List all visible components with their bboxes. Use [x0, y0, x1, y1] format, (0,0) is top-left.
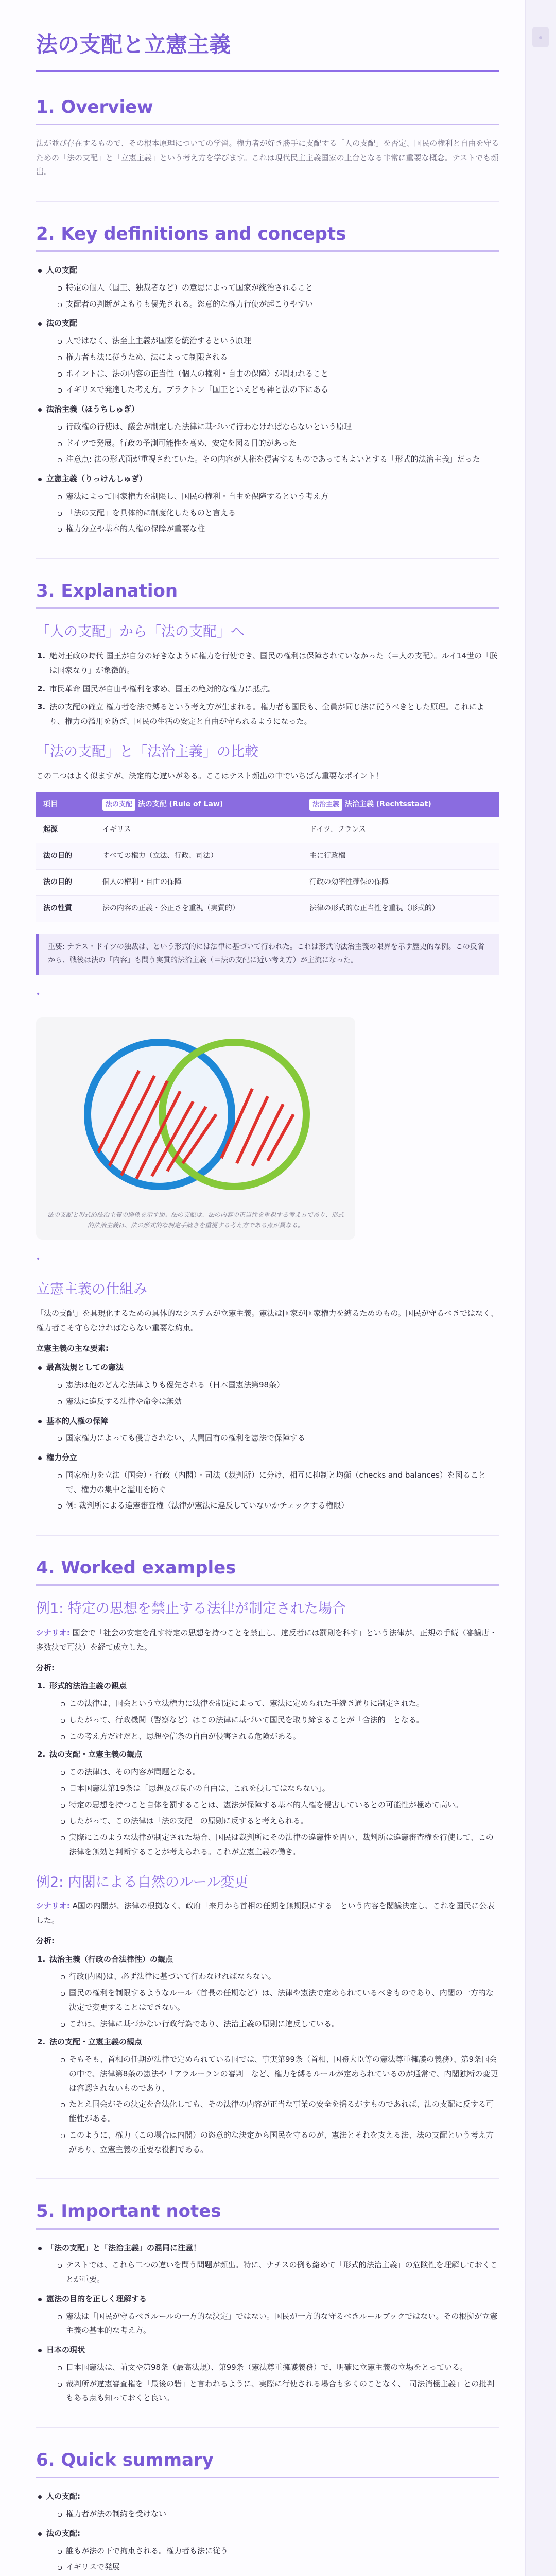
term-label: 法の支配・立憲主義の観点: [49, 2037, 143, 2047]
list-item: [36, 402, 499, 467]
notes-heading: 5. Important notes: [36, 2200, 499, 2229]
summary-list: [36, 2489, 499, 2576]
document-body: [36, 0, 499, 2576]
sub-list: [56, 2507, 499, 2521]
notes-section: [36, 2200, 499, 2405]
section-divider: [36, 2427, 499, 2428]
explanation-subheading-2: 「法の支配」と「法治主義」の比較: [36, 743, 258, 760]
summary-heading: 6. Quick summary: [36, 2449, 499, 2478]
sub-list: [56, 1378, 499, 1409]
table-cell: 法の内容の正義・公正さを重視（実質的）: [95, 896, 302, 922]
scenario-label: シナリオ:: [36, 1901, 70, 1911]
tag-rule-of-law: 法の支配: [102, 799, 135, 811]
analysis-label: 分析:: [36, 1936, 55, 1945]
term-label: 日本の現状: [46, 2345, 85, 2355]
term-label: 人の支配: [46, 265, 78, 275]
term-label: 法治主義（ほうちしゅぎ）: [46, 404, 140, 414]
table-header-item: 項目: [36, 792, 95, 818]
sub-list-item: 憲法は「国民が守るべきルールの一方的な決定」ではない。国民が一方的な守るべきルールブックではない。その根拠が立憲主義の基本的な考え方。: [56, 2310, 499, 2338]
history-steps-list: [36, 649, 499, 729]
list-item: [36, 2489, 499, 2521]
sub-list: [56, 2361, 499, 2405]
table-cell: 法の目的: [36, 843, 95, 870]
table-header-rechtsstaat: [302, 792, 499, 818]
section-divider: [36, 2178, 499, 2179]
important-note: 重要: ナチス・ドイツの独裁は、という形式的には法律に基づいて行われた。これは形式的法治主義の限界を示す歴史的な例。この反省から、戦後は法の「内容」も問う実質的法治主義（＝法の支配に近い考え方）が主流になった。: [36, 934, 499, 975]
term-label: 法の支配:: [46, 2528, 80, 2538]
sub-list-item: 国家権力を立法（国会）・行政（内閣）・司法（裁判所）に分け、相互に抑制と均衡（checks and balances）を図ることで、権力の集中と濫用を防ぐ: [56, 1468, 499, 1497]
sub-list-item: 権力者も法に従うため、法によって制限される: [56, 350, 499, 365]
table-cell: 法の目的: [36, 870, 95, 896]
term-label: 最高法規としての憲法: [46, 1363, 124, 1372]
sub-list-item: 日本国憲法第19条は「思想及び良心の自由は、これを侵してはならない」。: [59, 1782, 499, 1796]
scenario-text: 国会で「社会の安定を乱す特定の思想を持つことを禁止し、違反者には罰則を科す」という法律が、正規の手続（審議唐・多数決で可決）を経て成立した。: [36, 1628, 497, 1652]
sub-list: [56, 489, 499, 536]
overview-heading: 1. Overview: [36, 96, 499, 125]
list-item: [36, 2527, 499, 2574]
section-divider: [36, 201, 499, 202]
table-cell: イギリス: [95, 817, 302, 843]
sub-list: [56, 2258, 499, 2287]
list-item: [36, 2035, 499, 2157]
sub-list-item: 日本国憲法は、前文や第98条（最高法規）、第99条（憲法尊重擁護義務）で、明確に立憲主義の立場をとっている。: [56, 2361, 499, 2375]
definitions-list: [36, 263, 499, 536]
sub-list-item: 「法の支配」を具体的に制度化したものと言える: [56, 506, 499, 520]
table-row: [36, 870, 499, 896]
sub-list-item: 行政権の行使は、議会が制定した法律に基づいて行わなければならないという原理: [56, 420, 499, 434]
sub-list-item: 権力分立や基本的人権の保障が重要な柱: [56, 522, 499, 536]
sub-list: [59, 1697, 499, 1743]
notes-list: [36, 2241, 499, 2406]
section-divider: [36, 558, 499, 559]
explanation-heading: 3. Explanation: [36, 580, 499, 609]
venn-figure: [36, 1017, 355, 1240]
history-step: 法の支配の確立 権力者を法で縛るという考え方が生まれる。権力者も国民も、全員が同じ法に従うべきとした原理。これにより、権力の濫用を防ぎ、国民の生活の安定と自由が守られるようになった。: [49, 702, 484, 726]
sub-list: [59, 1765, 499, 1859]
sub-list-item: この考え方だけだと、思想や信条の自由が侵害される危険がある。: [59, 1730, 499, 1744]
sub-list-item: テストでは、これら二つの違いを問う問題が頻出。特に、ナチスの例も絡めて「形式的法治主義」の危険性を理解しておくことが重要。: [56, 2258, 499, 2287]
term-label: 人の支配:: [46, 2492, 80, 2501]
list-item: [36, 316, 499, 397]
explanation-subheading-3: 立憲主義の仕組み: [36, 1281, 147, 1298]
list-item: [36, 2241, 499, 2287]
scenario-label: シナリオ:: [36, 1628, 70, 1638]
sub-list: [56, 1468, 499, 1513]
sub-list-item: 憲法に違反する法律や命令は無効: [56, 1395, 499, 1409]
sub-list-item: たとえ国会がその決定を合法化しても、その法律の内容が正当な事業の安全を揺るがすものであれば、法の支配に反する可能性がある。: [59, 2097, 499, 2126]
list-item: [36, 472, 499, 536]
definitions-section: [36, 223, 499, 536]
bullet-marker: •: [36, 1255, 41, 1264]
sub-list-item: これは、法律に基づかない行政行為であり、法治主義の原則に違反している。: [59, 2017, 499, 2031]
list-item: [36, 1748, 499, 1859]
header-text: 法治主義 (Rechtsstaat): [344, 800, 431, 808]
term-label: 立憲主義（りっけんしゅぎ）: [46, 474, 147, 484]
list-item: [36, 263, 499, 311]
sub-list-item: したがって、行政機関（警察など）はこの法律に基づいて国民を取り締まることが「合法的」となる。: [59, 1713, 499, 1727]
sub-list-item: ドイツで発展。行政の予測可能性を高め、安定を図る目的があった: [56, 436, 499, 451]
example-2-analysis: [36, 1953, 499, 2157]
sub-list-item: 支配者の判断がよもりも優先される。恣意的な権力行使が起こりやすい: [56, 297, 499, 312]
list-item: [36, 1451, 499, 1513]
scenario-text: A国の内閣が、法律の根拠なく、政府「来月から首相の任期を無期限にする」という内容を閣議決定し、これを国民に公表した。: [36, 1901, 495, 1925]
term-label: 法治主義（行政の合法律性）の観点: [49, 1954, 173, 1964]
list-item: [36, 1414, 499, 1446]
table-row: [36, 817, 499, 843]
sub-list-item: 実際にこのような法律が制定された場合、国民は裁判所にその法律の違憲性を問い、裁判所は違憲審査権を行使して、この法律を無効と判断することが考えられる。これが立憲主義の働き。: [59, 1831, 499, 1859]
sub-list-item: 行政(内閣)は、必ず法律に基づいて行わなければならない。: [59, 1970, 499, 1984]
section-divider: [36, 1535, 499, 1536]
term-label: 「法の支配」と「法治主義」の混同に注意！: [46, 2243, 201, 2252]
sub-list: [56, 2310, 499, 2338]
sub-list-item: 人ではなく、法至上主義が国家を統治するという原理: [56, 334, 499, 348]
sub-list-item: イギリスで発達した考え方。ブラクトン「国王といえども神と法の下にある」: [56, 383, 499, 397]
sub-list-item: ポイントは、法の内容の正当性（個人の権利・自由の保障）が問われること: [56, 367, 499, 381]
summary-section: [36, 2449, 499, 2576]
sub-list-item: 注意点: 法の形式面が重視されていた。その内容が人権を侵害するものであってもよいとする「形式的法治主義」だった: [56, 452, 499, 467]
history-step: 市民革命 国民が自由や権利を求め、国王の絶対的な権力に抵抗。: [49, 684, 276, 693]
sub-list-item: 誰もが法の下で拘束される。権力者も法に従う: [56, 2544, 499, 2558]
table-cell: 行政の効率性確保の保障: [302, 870, 499, 896]
sub-list-item: 例: 裁判所による違憲審査権（法律が憲法に違反していないかチェックする権限）: [56, 1499, 499, 1513]
term-label: 権力分立: [46, 1453, 78, 1463]
term-label: 法の支配・立憲主義の観点: [49, 1750, 143, 1759]
explanation-section: [36, 580, 499, 1513]
venn-diagram: [51, 1029, 340, 1205]
sub-list-item: この法律は、その内容が問題となる。: [59, 1765, 499, 1780]
list-item: [36, 2292, 499, 2338]
bullet-marker: •: [36, 990, 41, 998]
sub-list: [56, 2544, 499, 2575]
explanation-subheading-1: 「人の支配」から「法の支配」へ: [36, 624, 245, 640]
overview-section: [36, 96, 499, 179]
page-title: 法の支配と立憲主義: [36, 31, 499, 72]
table-body: [36, 817, 499, 922]
term-label: 形式的法治主義の観点: [49, 1681, 127, 1691]
example-1-analysis: [36, 1679, 499, 1859]
sub-list: [59, 1970, 499, 2031]
term-label: 法の支配: [46, 318, 78, 328]
history-step: 絶対王政の時代 国王が自分の好きなように権力を行使でき、国民の権利は保障されていなかった（＝人の支配）。ルイ14世の「朕は国家なり」が象徴的。: [49, 651, 498, 675]
definitions-heading: 2. Key definitions and concepts: [36, 223, 499, 252]
scrollbar-dot-icon: [539, 36, 542, 39]
sub-list: [56, 334, 499, 397]
sub-list-item: このように、権力（この場合は内閣）の恣意的な決定から国民を守るのが、憲法とそれを支える法、法の支配という考え方があり、立憲主義の重要な役割である。: [59, 2128, 499, 2157]
sub-list-item: 国家権力によっても侵害されない、人間固有の権利を憲法で保障する: [56, 1431, 499, 1446]
table-cell: 主に行政権: [302, 843, 499, 870]
table-cell: 個人の権利・自由の保障: [95, 870, 302, 896]
table-cell: 法律の形式的な正当性を重視（形式的）: [302, 896, 499, 922]
table-row: [36, 843, 499, 870]
sub-list-item: イギリスで発展: [56, 2560, 499, 2574]
example-1-scenario: [36, 1626, 499, 1655]
figure-caption: 法の支配と形式的法治主義の関係を示す図。法の支配は、法の内容の正当性を重視する考え方であり、形式的法治主義は、法の形式的な制定手続きを重視する考え方である点が異なる。: [47, 1211, 344, 1229]
scrollbar-track[interactable]: [525, 0, 556, 2576]
constitutionalism-intro: 「法の支配」を具現化するための具体的なシステムが立憲主義。憲法は国家が国家権力を縛るためのもの。国民が守るべきではなく、権力者こそ守らなければならない重要な約束。: [36, 1309, 498, 1332]
list-item: [36, 1361, 499, 1409]
sub-list-item: 特定の個人（国王、独裁者など）の意思によって国家が統治されること: [56, 281, 499, 295]
sub-list-item: 裁判所が違憲審査権を「最後の砦」と言われるように、実際に行使される場合も多くのことなく、「司法消極主義」との批判もある点も知っておくと良い。: [56, 2377, 499, 2406]
term-label: 基本的人権の保障: [46, 1416, 109, 1426]
sub-list-item: したがって、この法律は「法の支配」の原則に反すると考えられる。: [59, 1814, 499, 1828]
list-item: [36, 1953, 499, 2031]
table-cell: 法の性質: [36, 896, 95, 922]
sub-list-item: 特定の思想を持つこと自体を罰することは、憲法が保障する基本的人権を侵害しているとの可能性が極めて高い。: [59, 1798, 499, 1812]
constitutionalism-list: [36, 1361, 499, 1513]
header-text: 法の支配 (Rule of Law): [137, 800, 223, 808]
table-cell: ドイツ、フランス: [302, 817, 499, 843]
example-2-scenario: [36, 1899, 499, 1928]
list-item: [36, 2343, 499, 2405]
example-1-title: 例1: 特定の思想を禁止する法律が制定された場合: [36, 1601, 346, 1617]
term-label: 憲法の目的を正しく理解する: [46, 2294, 147, 2303]
worked-examples-section: [36, 1556, 499, 2157]
sub-list: [56, 281, 499, 312]
sub-list: [56, 1431, 499, 1446]
sub-list-item: 権力者が法の制約を受けない: [56, 2507, 499, 2521]
table-header-rule-of-law: [95, 792, 302, 818]
overview-text: 法が並び存在するもので、その根本原理についての学習。権力者が好き勝手に支配する「人の支配」を否定、国民の権利と自由を守るための「法の支配」と「立憲主義」という考え方を学びます。これは現代民主主義国家の土台となる非常に重要な概念。テストでも頻出。: [36, 138, 499, 177]
sub-list-item: 憲法は他のどんな法律よりも優先される（日本国憲法第98条）: [56, 1378, 499, 1393]
table-header-row: [36, 792, 499, 818]
analysis-label: 分析:: [36, 1663, 55, 1672]
sub-list-item: この法律は、国会という立法権力に法律を制定によって、憲法に定められた手続き通りに制定された。: [59, 1697, 499, 1711]
example-2-title: 例2: 内閣による自然のルール変更: [36, 1874, 249, 1890]
worked-heading: 4. Worked examples: [36, 1556, 499, 1586]
compare-intro: この二つはよく似ますが、決定的な違いがある。ここはテスト頻出の中でいちばん重要なポイント！: [36, 771, 384, 781]
constitutionalism-label: 立憲主義の主な要素:: [36, 1343, 109, 1353]
table-row: [36, 896, 499, 922]
sub-list: [59, 2053, 499, 2157]
comparison-table: [36, 792, 499, 922]
list-item: [36, 1679, 499, 1743]
sub-list-item: 国民の権利を制限するようなルール（首長の任期など）は、法律や憲法で定められているべきものであり、内閣の一方的な決定で変更することはできない。: [59, 1986, 499, 2015]
tag-rechtsstaat: 法治主義: [309, 799, 342, 811]
sub-list-item: 憲法によって国家権力を制限し、国民の権利・自由を保障するという考え方: [56, 489, 499, 504]
table-cell: 起源: [36, 817, 95, 843]
sub-list: [56, 420, 499, 467]
sub-list-item: そもそも、首相の任期が法律で定められている国では、事実第99条（首相、国務大臣等の憲法尊重擁護の義務）、第9条国会の中で、法律第8条の憲法や「アラルーランの審判」など、権力を縛るルールが定められているのが通常で、内閣独断の変更は容認されないものであり、: [59, 2053, 499, 2095]
table-cell: すべての権力（立法、行政、司法）: [95, 843, 302, 870]
